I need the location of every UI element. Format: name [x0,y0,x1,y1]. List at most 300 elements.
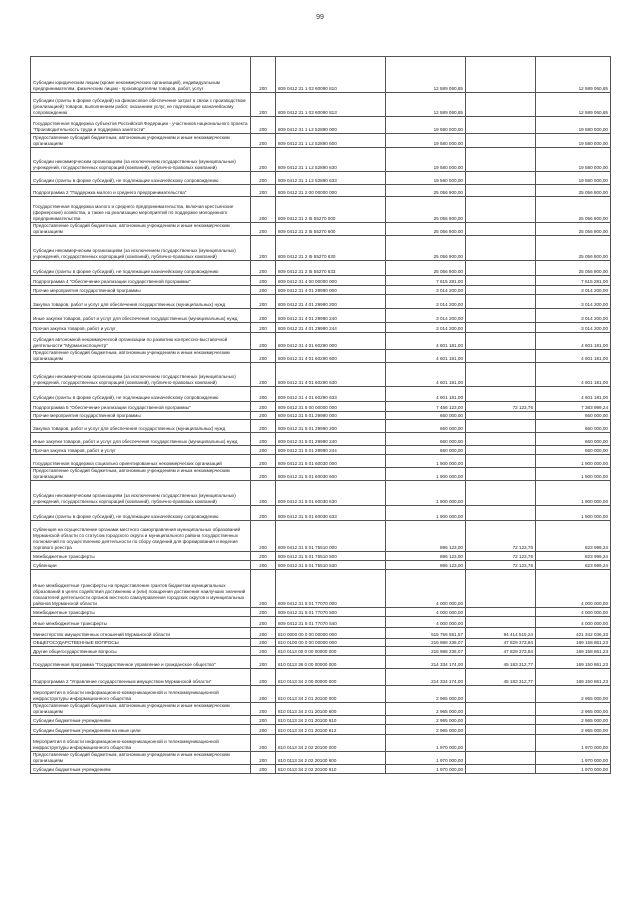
cell-classification-code: 809 0412 31 5 01 77070 540 [276,617,386,628]
cell-admin-code: 200 [251,725,276,735]
cell-plan-amount: 214 334 174,00 [386,669,466,686]
cell-change-amount: 45 183 312,77 [466,656,536,669]
cell-change-amount [466,481,536,506]
cell-change-amount: 72 123,76 [466,552,536,561]
cell-total-amount: 25 056 900,00 [536,261,611,276]
cell-total-amount: 4 601 181,00 [536,387,611,402]
cell-total-amount: 660 000,00 [536,412,611,420]
table-row [31,333,611,350]
cell-admin-code: 200 [251,628,276,639]
cell-name: Закупка товаров, работ и услуг для обеспечения государственных (муниципальных) нужд [31,295,251,309]
cell-name: Министерство имущественных отношений Мурманской области [31,628,251,639]
cell-total-amount: 169 158 861,23 [536,639,611,647]
cell-name: Предоставление субсидий бюджетным, автономным учреждениям и иным некоммерческим организациям [31,703,251,716]
cell-admin-code: 200 [251,148,276,172]
cell-total-amount: 19 580 000,00 [536,172,611,185]
cell-name: Предоставление субсидий бюджетным, автономным учреждениям и иным некоммерческим организациям [31,350,251,363]
cell-admin-code: 200 [251,752,276,765]
cell-admin-code: 200 [251,552,276,561]
cell-name: Другие общегосударственные вопросы [31,647,251,656]
cell-plan-amount: 1 970 000,00 [386,752,466,765]
cell-classification-code: 809 0412 31 5 01 77070 000 [276,570,386,608]
cell-admin-code: 200 [251,350,276,363]
table-row [31,628,611,639]
table-row [31,656,611,669]
cell-change-amount [466,570,536,608]
cell-name: Субсидии бюджетным учреждениям [31,716,251,725]
table-row [31,295,611,309]
table-body [31,57,611,774]
cell-plan-amount: 25 056 900,00 [386,223,466,236]
cell-classification-code: 810 0113 34 2 02 20100 610 [276,765,386,774]
cell-name: Подпрограмма 5 "Обеспечение реализации государственной программы" [31,402,251,412]
cell-name: Предоставление субсидий бюджетным, автономным учреждениям и иным некоммерческим организациям [31,223,251,236]
cell-plan-amount: 660 000,00 [386,433,466,446]
cell-total-amount: 169 150 861,23 [536,656,611,669]
cell-name: Субсидии (гранты в форме субсидий) на финансовое обеспечение затрат в связи с производством (реализацией) товаров, выполнением работ, оказанием услуг, не подлежащие казначейскому сопровождению [31,93,251,117]
table-row [31,617,611,628]
cell-change-amount [466,608,536,617]
cell-classification-code: 809 0412 31 5 00 00000 000 [276,402,386,412]
cell-admin-code: 200 [251,276,276,286]
table-row [31,481,611,506]
cell-name: Субсидия автономной некоммерческой организации по развитию конгрессно-выставочной деятельности "Мурманэкспоцентр" [31,333,251,350]
cell-change-amount [466,185,536,197]
cell-classification-code: 809 0412 31 1 L2 52890 633 [276,172,386,185]
table-row [31,725,611,735]
cell-total-amount: 169 150 861,23 [536,669,611,686]
cell-change-amount: 45 183 312,77 [466,669,536,686]
cell-plan-amount: 25 056 900,00 [386,236,466,261]
cell-admin-code: 200 [251,387,276,402]
table-row [31,765,611,774]
cell-plan-amount: 896 123,00 [386,521,466,552]
cell-plan-amount: 4 601 181,00 [386,333,466,350]
table-row [31,669,611,686]
table-row [31,236,611,261]
cell-name: Подпрограмма 2 "Поддержка малого и среднего предпринимательства" [31,185,251,197]
cell-name: Иные межбюджетные трансферты [31,617,251,628]
cell-plan-amount: 7 456 123,00 [386,402,466,412]
table-row [31,420,611,433]
cell-name: Субсидии некоммерческим организациям (за исключением государственных (муниципальных) учреждений, государственных корпораций (компаний), публично-правовых компаний) [31,148,251,172]
cell-admin-code: 200 [251,117,276,134]
cell-name: Иные закупки товаров, работ и услуг для обеспечения государственных (муниципальных) нужд [31,309,251,323]
cell-plan-amount: 2 965 000,00 [386,703,466,716]
table-row [31,134,611,148]
cell-name: Закупка товаров, работ и услуг для обеспечения государственных (муниципальных) нужд [31,420,251,433]
cell-total-amount: 2 965 000,00 [536,686,611,703]
cell-name: Государственная поддержка малого и среднего предпринимательства, включая крестьянские (фермерские) хозяйства, а также на реализацию мероприятий по поддержке молодежного предпринимательства [31,197,251,223]
cell-classification-code: 809 0412 31 2 I5 55270 630 [276,236,386,261]
cell-plan-amount: 25 056 900,00 [386,197,466,223]
cell-total-amount: 3 014 200,00 [536,309,611,323]
cell-total-amount: 1 900 000,00 [536,455,611,468]
table-row [31,57,611,93]
cell-change-amount [466,752,536,765]
cell-change-amount [466,350,536,363]
cell-admin-code: 200 [251,93,276,117]
cell-total-amount: 12 589 060,65 [536,93,611,117]
cell-admin-code: 200 [251,647,276,656]
cell-total-amount: 823 999,24 [536,521,611,552]
cell-total-amount: 2 965 000,00 [536,725,611,735]
cell-admin-code: 200 [251,481,276,506]
cell-plan-amount: 25 056 900,00 [386,185,466,197]
cell-total-amount: 823 999,24 [536,552,611,561]
cell-name: Субсидии некоммерческим организациям (за исключением государственных (муниципальных) учреждений, государственных корпораций (компаний), публично-правовых компаний) [31,481,251,506]
cell-admin-code: 200 [251,223,276,236]
cell-classification-code: 809 0412 31 4 01 29990 200 [276,295,386,309]
cell-total-amount: 421 342 036,33 [536,628,611,639]
cell-total-amount: 4 601 181,00 [536,363,611,387]
cell-plan-amount: 1 900 000,00 [386,481,466,506]
cell-plan-amount: 3 014 200,00 [386,286,466,295]
cell-change-amount [466,333,536,350]
cell-name: Субсидии (гранты в форме субсидий), не подлежащие казначейскому сопровождению [31,387,251,402]
cell-name: Прочие мероприятия государственной программы [31,412,251,420]
cell-change-amount [466,703,536,716]
cell-name: Государственная поддержка социально ориентированных некоммерческих организаций [31,455,251,468]
cell-admin-code: 200 [251,412,276,420]
cell-total-amount: 25 056 900,00 [536,185,611,197]
cell-total-amount: 1 970 000,00 [536,735,611,752]
cell-total-amount: 823 999,24 [536,561,611,570]
cell-plan-amount: 4 601 181,00 [386,350,466,363]
cell-plan-amount: 660 000,00 [386,446,466,455]
cell-total-amount: 4 000 000,00 [536,608,611,617]
cell-plan-amount: 515 756 551,57 [386,628,466,639]
cell-classification-code: 809 0412 31 4 01 60290 630 [276,363,386,387]
cell-plan-amount: 3 014 200,00 [386,295,466,309]
table-row [31,552,611,561]
cell-name: Подпрограмма 2 "Управление государственным имуществом Мурманской области" [31,669,251,686]
cell-classification-code: 809 0412 31 4 01 60290 000 [276,333,386,350]
table-row [31,608,611,617]
cell-plan-amount: 1 970 000,00 [386,765,466,774]
cell-admin-code: 200 [251,521,276,552]
cell-admin-code: 200 [251,261,276,276]
table-row [31,455,611,468]
cell-plan-amount: 216 988 235,07 [386,639,466,647]
cell-admin-code: 200 [251,656,276,669]
table-row [31,117,611,134]
cell-plan-amount: 4 601 181,00 [386,387,466,402]
table-row [31,286,611,295]
cell-plan-amount: 25 056 900,00 [386,261,466,276]
cell-classification-code: 809 0412 31 5 01 29990 000 [276,412,386,420]
cell-total-amount: 12 589 060,65 [536,57,611,93]
cell-classification-code: 809 0412 31 5 01 75510 500 [276,552,386,561]
table-row [31,468,611,481]
cell-plan-amount: 7 615 281,00 [386,276,466,286]
cell-plan-amount: 19 580 000,00 [386,148,466,172]
cell-total-amount: 3 014 200,00 [536,286,611,295]
cell-plan-amount: 896 123,00 [386,552,466,561]
cell-total-amount: 1 900 000,00 [536,506,611,521]
cell-admin-code: 200 [251,669,276,686]
cell-classification-code: 809 0412 31 1 02 60090 810 [276,57,386,93]
cell-admin-code: 200 [251,333,276,350]
cell-classification-code: 810 0113 34 2 01 20100 000 [276,686,386,703]
cell-change-amount: 72 123,76 [466,402,536,412]
cell-change-amount [466,765,536,774]
table-row [31,93,611,117]
cell-plan-amount: 19 580 000,00 [386,172,466,185]
cell-admin-code: 200 [251,446,276,455]
cell-admin-code: 200 [251,420,276,433]
cell-name: Субсидии бюджетным учреждениям на иные цели [31,725,251,735]
cell-plan-amount: 2 965 000,00 [386,686,466,703]
cell-plan-amount: 4 000 000,00 [386,608,466,617]
cell-classification-code: 809 0412 31 5 01 77070 500 [276,608,386,617]
cell-change-amount [466,134,536,148]
table-row [31,506,611,521]
cell-total-amount: 660 000,00 [536,420,611,433]
cell-classification-code: 810 0000 00 0 00 00000 000 [276,628,386,639]
cell-admin-code: 200 [251,363,276,387]
cell-name: Иные закупки товаров, работ и услуг для обеспечения государственных (муниципальных) нужд [31,433,251,446]
cell-classification-code: 809 0412 31 4 01 29990 240 [276,309,386,323]
cell-classification-code: 809 0412 31 2 I5 55270 633 [276,261,386,276]
table-row [31,735,611,752]
table-row [31,387,611,402]
cell-admin-code: 200 [251,185,276,197]
cell-total-amount: 19 580 000,00 [536,134,611,148]
cell-admin-code: 200 [251,172,276,185]
cell-change-amount [466,117,536,134]
cell-total-amount: 2 965 000,00 [536,703,611,716]
cell-total-amount: 4 601 181,00 [536,333,611,350]
cell-total-amount: 7 383 999,24 [536,402,611,412]
table-row [31,446,611,455]
cell-change-amount [466,309,536,323]
cell-plan-amount: 12 589 060,65 [386,57,466,93]
cell-admin-code: 200 [251,570,276,608]
cell-change-amount [466,412,536,420]
cell-admin-code: 200 [251,402,276,412]
table-row [31,309,611,323]
cell-total-amount: 660 000,00 [536,446,611,455]
cell-change-amount [466,148,536,172]
cell-plan-amount: 1 900 000,00 [386,506,466,521]
table-row [31,561,611,570]
cell-admin-code: 200 [251,433,276,446]
table-row [31,703,611,716]
cell-change-amount [466,455,536,468]
cell-classification-code: 810 0113 00 0 00 00000 000 [276,647,386,656]
cell-change-amount [466,468,536,481]
cell-classification-code: 809 0412 31 4 01 29990 000 [276,286,386,295]
page-number: 99 [316,14,324,21]
cell-total-amount: 1 900 000,00 [536,481,611,506]
cell-admin-code: 200 [251,323,276,333]
cell-plan-amount: 4 000 000,00 [386,570,466,608]
cell-admin-code: 200 [251,197,276,223]
cell-classification-code: 809 0412 31 5 01 75510 530 [276,561,386,570]
cell-total-amount: 19 580 000,00 [536,148,611,172]
cell-total-amount: 4 000 000,00 [536,570,611,608]
cell-change-amount: 47 829 373,84 [466,639,536,647]
cell-change-amount [466,323,536,333]
cell-change-amount [466,363,536,387]
cell-change-amount [466,433,536,446]
cell-change-amount: 47 829 373,84 [466,647,536,656]
budget-table [30,56,611,774]
cell-change-amount [466,236,536,261]
cell-name: Государственная программа "Государственное управление и гражданское общество" [31,656,251,669]
cell-classification-code: 809 0412 31 5 01 29990 240 [276,433,386,446]
cell-change-amount [466,420,536,433]
cell-plan-amount: 3 014 200,00 [386,323,466,333]
cell-name: Предоставление субсидий бюджетным, автономным учреждениям и иным некоммерческим организациям [31,134,251,148]
cell-total-amount: 3 014 200,00 [536,323,611,333]
cell-classification-code: 810 0113 34 2 00 00000 000 [276,669,386,686]
cell-classification-code: 810 0113 34 2 01 20100 610 [276,716,386,725]
table-row [31,276,611,286]
cell-change-amount [466,57,536,93]
cell-plan-amount: 3 014 200,00 [386,309,466,323]
cell-change-amount [466,446,536,455]
cell-name: Подпрограмма 4 "Обеспечение реализации государственной программы" [31,276,251,286]
cell-classification-code: 809 0412 31 4 00 00000 000 [276,276,386,286]
cell-classification-code: 809 0412 31 2 I5 55270 600 [276,223,386,236]
table-row [31,716,611,725]
cell-total-amount: 7 615 281,00 [536,276,611,286]
cell-change-amount [466,172,536,185]
cell-total-amount: 169 158 861,23 [536,647,611,656]
cell-admin-code: 200 [251,455,276,468]
cell-plan-amount: 660 000,00 [386,412,466,420]
cell-classification-code: 809 0412 31 5 01 60030 630 [276,481,386,506]
cell-admin-code: 200 [251,468,276,481]
cell-name: Субсидии юридическим лицам (кроме некоммерческих организаций), индивидуальным предпринимателям, физическим лицам - производителям товаров, работ, услуг [31,57,251,93]
cell-name: Субсидии (гранты в форме субсидий), не подлежащие казначейскому сопровождению [31,506,251,521]
cell-total-amount: 25 056 900,00 [536,197,611,223]
cell-name: Прочая закупка товаров, работ и услуг [31,446,251,455]
cell-change-amount [466,617,536,628]
table-row [31,639,611,647]
cell-classification-code: 809 0412 31 5 01 29990 244 [276,446,386,455]
cell-admin-code: 200 [251,639,276,647]
cell-name: Иные межбюджетные трансферты на предоставление грантов бюджетам муниципальных образований в целях содействия достижению и (или) поощрения достижения наилучших значений показателей деятельности органов местного самоуправления городских округов и муниципальных районов Мурманской области [31,570,251,608]
cell-admin-code: 200 [251,295,276,309]
table-row [31,521,611,552]
cell-classification-code: 809 0412 31 1 L2 52890 000 [276,117,386,134]
cell-total-amount: 25 056 900,00 [536,223,611,236]
cell-total-amount: 1 970 000,00 [536,765,611,774]
cell-change-amount [466,735,536,752]
cell-classification-code: 809 0412 31 5 01 60030 600 [276,468,386,481]
cell-admin-code: 200 [251,134,276,148]
cell-plan-amount: 660 000,00 [386,420,466,433]
table-row [31,172,611,185]
cell-plan-amount: 4 601 181,00 [386,363,466,387]
table-row [31,197,611,223]
cell-name: Предоставление субсидий бюджетным, автономным учреждениям и иным некоммерческим организациям [31,468,251,481]
cell-plan-amount: 2 965 000,00 [386,716,466,725]
table-row [31,350,611,363]
cell-name: Субсидии некоммерческим организациям (за исключением государственных (муниципальных) учреждений, государственных корпораций (компаний), публично-правовых компаний) [31,363,251,387]
cell-admin-code: 200 [251,57,276,93]
cell-name: Субсидии некоммерческим организациям (за исключением государственных (муниципальных) учреждений, государственных корпораций (компаний), публично-правовых компаний) [31,236,251,261]
cell-classification-code: 809 0412 31 1 02 60090 813 [276,93,386,117]
cell-change-amount [466,286,536,295]
cell-name: Государственная поддержка субъектов Российской Федерации - участников национального проекта "Производительность труда и поддержка занятости" [31,117,251,134]
cell-admin-code: 200 [251,286,276,295]
cell-classification-code: 809 0412 31 5 01 75510 000 [276,521,386,552]
cell-admin-code: 200 [251,617,276,628]
cell-classification-code: 809 0412 31 4 01 29990 244 [276,323,386,333]
cell-classification-code: 809 0412 31 5 01 60030 000 [276,455,386,468]
cell-total-amount: 3 014 200,00 [536,295,611,309]
cell-name: Предоставление субсидий бюджетным, автономным учреждениям и иным некоммерческим организациям [31,752,251,765]
cell-name: Мероприятия в области информационно-коммуникационной и телекоммуникационной инфраструктуры информационного общества [31,686,251,703]
cell-plan-amount: 2 965 000,00 [386,725,466,735]
cell-plan-amount: 19 580 000,00 [386,117,466,134]
cell-classification-code: 809 0412 31 4 01 60290 600 [276,350,386,363]
table-row [31,223,611,236]
cell-name: Субсидии бюджетным учреждениям [31,765,251,774]
cell-total-amount: 4 000 000,00 [536,617,611,628]
cell-classification-code: 809 0412 31 5 01 60030 633 [276,506,386,521]
cell-admin-code: 200 [251,735,276,752]
cell-admin-code: 200 [251,686,276,703]
cell-name: Прочая закупка товаров, работ и услуг [31,323,251,333]
cell-classification-code: 809 0412 31 1 L2 52890 600 [276,134,386,148]
table-row [31,686,611,703]
cell-total-amount: 660 000,00 [536,433,611,446]
cell-classification-code: 810 0113 36 0 00 00000 000 [276,656,386,669]
table-row [31,647,611,656]
cell-name: Субвенции [31,561,251,570]
cell-plan-amount: 896 123,00 [386,561,466,570]
table-row [31,402,611,412]
cell-total-amount: 1 970 000,00 [536,752,611,765]
cell-name: Прочие мероприятия государственной программы [31,286,251,295]
cell-classification-code: 809 0412 31 4 01 60290 633 [276,387,386,402]
cell-classification-code: 809 0412 31 1 L2 52890 630 [276,148,386,172]
cell-classification-code: 810 0113 34 2 01 20100 600 [276,703,386,716]
cell-classification-code: 809 0412 31 5 01 29990 200 [276,420,386,433]
table-row [31,412,611,420]
table-row [31,752,611,765]
cell-classification-code: 810 0113 34 2 02 20100 600 [276,752,386,765]
cell-classification-code: 810 0100 00 0 00 00000 000 [276,639,386,647]
cell-total-amount: 19 580 000,00 [536,117,611,134]
cell-classification-code: 810 0113 34 2 02 20100 000 [276,735,386,752]
cell-classification-code: 809 0412 31 2 I5 55270 000 [276,197,386,223]
cell-change-amount [466,93,536,117]
cell-admin-code: 200 [251,703,276,716]
cell-name: Мероприятия в области информационно-коммуникационной и телекоммуникационной инфраструктуры информационного общества [31,735,251,752]
cell-classification-code: 809 0412 31 2 00 00000 000 [276,185,386,197]
cell-change-amount [466,223,536,236]
cell-name: Межбюджетные трансферты [31,608,251,617]
cell-admin-code: 200 [251,608,276,617]
cell-change-amount [466,506,536,521]
cell-total-amount: 2 965 000,00 [536,716,611,725]
cell-plan-amount: 19 580 000,00 [386,134,466,148]
table-row [31,148,611,172]
cell-total-amount: 1 900 000,00 [536,468,611,481]
cell-change-amount [466,716,536,725]
cell-change-amount [466,261,536,276]
cell-classification-code: 810 0113 34 2 01 20100 612 [276,725,386,735]
cell-plan-amount: 214 334 174,00 [386,656,466,669]
cell-name: ОБЩЕГОСУДАРСТВЕННЫЕ ВОПРОСЫ [31,639,251,647]
cell-change-amount [466,197,536,223]
